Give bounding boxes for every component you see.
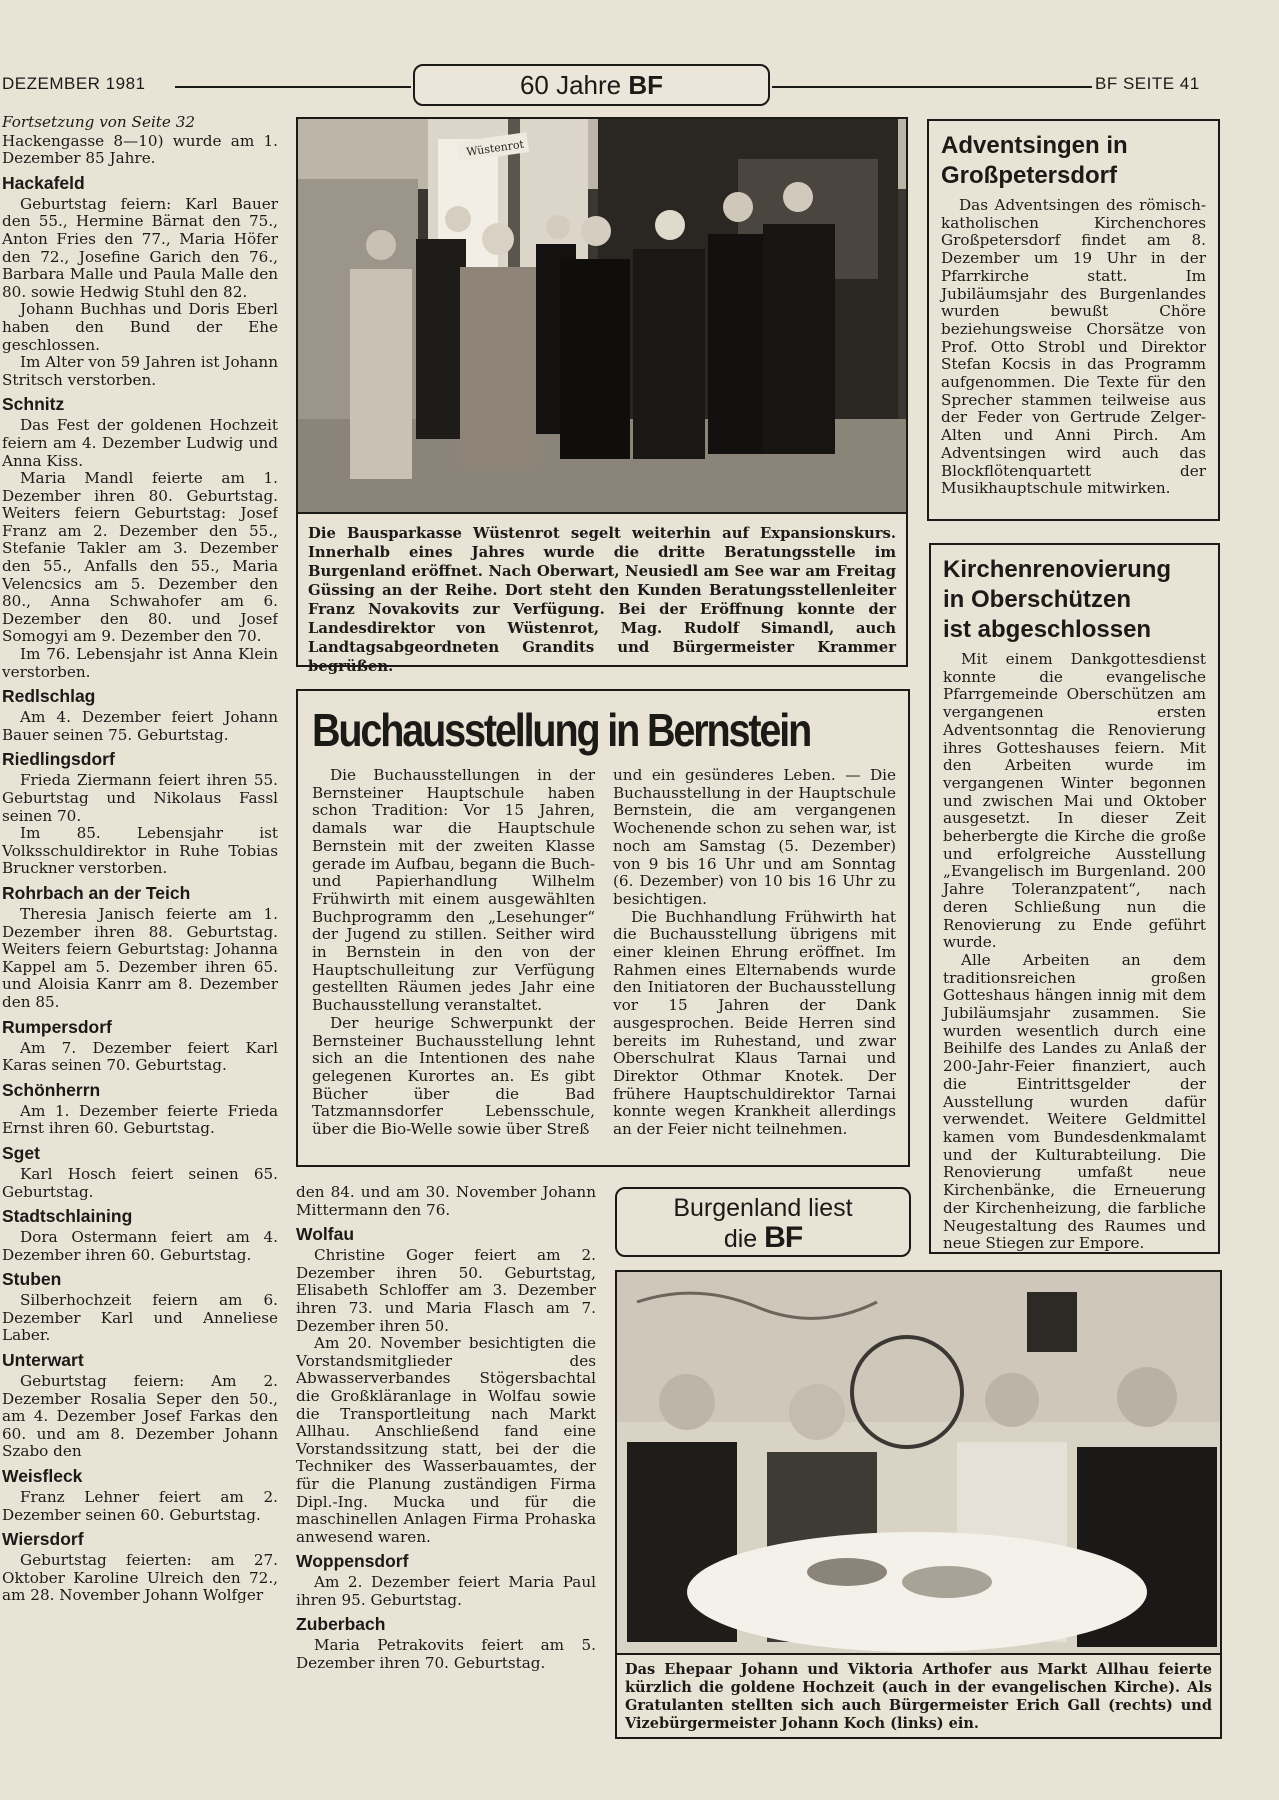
section-paragraph: Maria Petrakovits feiert am 5. Dezember ihren 70. Geburtstag. (296, 1636, 596, 1673)
header-rule-right (772, 86, 1092, 88)
article-column (312, 767, 595, 1139)
section-heading: Schönherrn (2, 1079, 101, 1100)
article-title (941, 131, 1206, 191)
article-paragraph: Das Adventsingen des römisch-katholischen Kirchenchores Großpetersdorf findet am 8. Dezember um 19 Uhr in der Pfarrkirche statt. Im Jubiläumsjahr des Burgenlandes wurden bewußt Chöre beziehungsweise Chorsätze von Prof. Otto Strobl und Direktor Stefan Kocsis in das Programm aufgenommen. Die Texte für den Sprecher stammen teilweise aus der Feder von Gertrude Zelger-Alten und Anni Pirch. Am Adventsingen wird auch das Blockflötenquartett der Musikhauptschule mitwirken. (941, 196, 1206, 498)
section-heading: Sget (2, 1142, 40, 1163)
burgenland-liest-logo (615, 1187, 911, 1257)
logo-line: Burgenland liest (673, 1194, 853, 1222)
section-paragraph: Geburtstag feiern: Karl Bauer den 55., Hermine Bärnat den 75., Anton Fries den 77., Maria Höfer den 72., Josefine Garich den 76., Barbara Malle und Paula Malle den 80. sowie Hedwig Stuhl den 82. (2, 194, 278, 301)
section-paragraph: Im Alter von 59 Jahren ist Johann Stritsch verstorben. (2, 353, 278, 389)
article-paragraph: Alle Arbeiten an dem traditionsreichen großen Gotteshaus hängen innig mit dem Jubiläumsjahr zusammen. Sie wurden wesentlich durch eine Beihilfe des Landes zu Anlaß der 200-Jahr-Feier finanziert, auch die Eintrittsgelder der Ausstellung wurden dafür verwendet. Weitere Geldmittel kamen vom Bundesdenkmalamt und der Kulturabteilung. Die Renovierung umfaßt neue Kirchenbänke, die Erneuerung der Kirchenheizung, die farbliche Neugestaltung des Raumes und neue Stiegen zur Empore. (943, 950, 1206, 1253)
article-kirchenrenovierung (929, 543, 1220, 1254)
article-buchausstellung (296, 689, 910, 1167)
section-heading: Rohrbach an der Teich (2, 882, 191, 903)
article-columns (312, 767, 896, 1139)
article-adventsingen (927, 119, 1220, 521)
article-paragraph: Der heurige Schwerpunkt der Bernsteiner Buchausstellung lehnt sich an die Intentionen des nahe gelegenen Kurortes an. Es gibt Bücher über die Bad Tatzmannsdorfer Lebensschule, über die Bio-Welle sowie über Streß (312, 1013, 595, 1139)
header-page-number: BF SEITE 41 (1095, 74, 1200, 93)
article-body (941, 197, 1206, 498)
section-paragraph: Frieda Ziermann feiert ihren 55. Geburtstag und Nikolaus Fassl seinen 70. (2, 771, 278, 825)
middle-column (296, 1184, 596, 1754)
article-paragraph: Die Buchhandlung Frühwirth hat die Buchausstellung übrigens mit einer kleinen Ehrung eröffnet. Im Rahmen eines Elternabends wurde den Initiatoren der Buchausstellung vor 15 Jahren der Dank ausgesprochen. Beide Herren sind bereits im Ruhestand, und zwar Oberschulrat Klaus Tarnai und Direktor Othmar Knotek. Der frühere Hauptschuldirektor Tarnai konnte wegen Krankheit allerdings an der Feier nicht teilnehmen. (613, 907, 896, 1139)
banner-text: 60 Jahre (519, 70, 622, 100)
section-paragraph: Im 76. Lebensjahr ist Anna Klein verstorben. (2, 645, 278, 681)
section-paragraph: Am 7. Dezember feiert Karl Karas seinen 70. Geburtstag. (2, 1038, 278, 1075)
group-photo (298, 119, 906, 512)
header-rule-left (175, 86, 411, 88)
article-paragraph: Die Buchausstellungen in der Bernsteiner Hauptschule haben schon Tradition: Vor 15 Jahren, damals war die Hauptschule Bernstein mit der zweiten Klasse gerade im Aufbau, begann die Buch- und Papierhandlung Wilhelm Frühwirth mit einem ausgewählten Buchprogramm den „Lesehunger“ der Jugend zu stillen. Seither wird in Bernstein in den von der Hauptschulleitung zur Verfügung gestellten Räumen jedes Jahr eine Buchausstellung veranstaltet. (312, 766, 595, 1015)
section-paragraph: Am 2. Dezember feiert Maria Paul ihren 95. Geburtstag. (296, 1573, 596, 1609)
section-heading: Weisfleck (2, 1466, 83, 1487)
section-paragraph: Silberhochzeit feiern am 6. Dezember Karl und Anneliese Laber. (2, 1291, 278, 1345)
logo-line (617, 1223, 909, 1254)
section-heading: Hackafeld (2, 172, 85, 193)
section-paragraph: Das Fest der goldenen Hochzeit feiern am 4. Dezember Ludwig und Anna Kiss. (2, 416, 278, 470)
section-heading: Wolfau (296, 1224, 355, 1245)
section-paragraph: Christine Goger feiert am 2. Dezember ihren 50. Geburtstag, Elisabeth Schloffer am 3. Dezember ihren 73. und Maria Flasch am 7. Dezember ihren 50. (296, 1246, 596, 1335)
column-intro: Hackengasse 8—10) wurde am 1. Dezember 85 Jahre. (2, 131, 278, 168)
banner-brand: BF (628, 70, 664, 100)
section-paragraph: Franz Lehner feiert am 2. Dezember seinen 60. Geburtstag. (2, 1488, 278, 1524)
section-heading: Rumpersdorf (2, 1016, 112, 1037)
section-paragraph: Dora Ostermann feiert am 4. Dezember ihren 60. Geburtstag. (2, 1228, 278, 1264)
article-headline: Buchausstellung in Bernstein (312, 704, 811, 756)
article-paragraph: Mit einem Dankgottesdienst konnte die evangelische Pfarrgemeinde Oberschützen am vergangenen ersten Adventsonntag die Renovierung ihres Gotteshauses feiern. Mit den Arbeiten wurde im vergangenen Winter begonnen und zwischen Mai und Oktober ausgesetzt. In dieser Zeit beherbergte die Kirche die große und erfolgreiche Ausstellung „Evangelisch im Burgenland. 200 Jahre Toleranzpatent“, nach deren Schließung nun die Renovierung zu Ende geführt wurde. (943, 650, 1206, 952)
section-heading: Woppensdorf (296, 1551, 409, 1572)
article-paragraph: und ein gesünderes Leben. — Die Buchausstellung in der Hauptschule Bernstein, die am vergangenen Wochenende schon zu sehen war, ist noch am Samstag (5. Dezember) von 9 bis 16 Uhr und am Sonntag (6. Dezember) von 10 bis 16 Uhr zu besichtigen. (613, 766, 896, 908)
couple-photo (617, 1272, 1220, 1653)
section-paragraph: Im 85. Lebensjahr ist Volksschuldirektor in Ruhe Tobias Bruckner verstorben. (2, 824, 278, 878)
header-date: DEZEMBER 1981 (2, 74, 146, 93)
middle-column-sections (296, 1224, 596, 1672)
title-line: Großpetersdorf (941, 162, 1118, 189)
photo-wuestenrot-opening (296, 117, 908, 514)
section-paragraph: Am 20. November besichtigten die Vorstandsmitglieder des Abwasserverbandes Stögersbachtal die Großkläranlage in Wolfau sowie die Transportleitung nach Markt Allhau. Anschließend fand eine Vorstandssitzung statt, bei der die Techniker des Wasserbauamtes, der für die Planung zuständigen Firma Dipl.-Ing. Mucka und für die maschinellen Anlagen Firma Prohaska anwesend waren. (296, 1334, 596, 1546)
article-column (613, 767, 896, 1139)
section-heading: Zuberbach (296, 1614, 386, 1635)
section-paragraph: Maria Mandl feierte am 1. Dezember ihren 80. Geburtstag. Weiters feiern Geburtstag: Josef Franz am 2. Dezember den 55., Stefanie Takler am 3. Dezember den 55., Anfalls den 55., Maria Velencsics am 5. Dezember den 80., Anna Schwahofer am 6. Dezember den 80. und Josef Somogyi am 9. Dezember den 70. (2, 469, 278, 646)
section-heading: Redlschlag (2, 686, 96, 707)
photo-caption-top: Die Bausparkasse Wüstenrot segelt weiterhin auf Expansionskurs. Innerhalb eines Jahres wurde die dritte Beratungsstelle im Burgenland eröffnet. Nach Oberwart, Neusiedl am See war am Freitag Güssing an der Reihe. Dort steht den Kunden Beratungsstellenleiter Franz Novakovits zur Verfügung. Bei der Eröffnung konnte der Landesdirektor von Wüstenrot, Mag. Rudolf Simandl, auch Landtagsabgeordneten Grandits und Bürgermeister Krammer begrüßen. (296, 514, 908, 667)
title-line: in Oberschützen (943, 586, 1132, 613)
section-heading: Riedlingsdorf (2, 749, 115, 770)
article-body (943, 651, 1206, 1253)
left-column-sections (2, 173, 278, 1605)
section-heading: Stadtschlaining (2, 1206, 133, 1227)
section-paragraph: Theresia Janisch feierte am 1. Dezember ihren 88. Geburtstag. Weiters feiern Geburtstag: Johanna Kappel am 5. Dezember ihren 65. und Aloisia Kanrr am 8. Dezember den 85. (2, 904, 278, 1011)
article-title (943, 555, 1206, 645)
header-anniversary-banner (413, 64, 770, 106)
section-paragraph: Geburtstag feiern: Am 2. Dezember Rosalia Seper den 50., am 4. Dezember Josef Farkas den 60. und am 8. Dezember Johann Szabo den (2, 1372, 278, 1461)
section-paragraph: Johann Buchhas und Doris Eberl haben den Bund der Ehe geschlossen. (2, 300, 278, 354)
section-paragraph: Geburtstag feierten: am 27. Oktober Karoline Ulreich den 72., am 28. November Johann Wolfger (2, 1551, 278, 1605)
section-paragraph: Am 1. Dezember feierte Frieda Ernst ihren 60. Geburtstag. (2, 1101, 278, 1138)
section-paragraph: Karl Hosch feiert seinen 65. Geburtstag. (2, 1164, 278, 1201)
section-heading: Wiersdorf (2, 1529, 84, 1550)
title-line: ist abgeschlossen (943, 616, 1152, 643)
photo-goldene-hochzeit (615, 1270, 1222, 1655)
title-line: Kirchenrenovierung (943, 556, 1172, 583)
photo-caption-bottom: Das Ehepaar Johann und Viktoria Arthofer aus Markt Allhau feierte kürzlich die goldene Hochzeit (auch in der evangelischen Kirche). Als Gratulanten stellten sich auch Bürgermeister Erich Gall (rechts) und Vizebürgermeister Johann Koch (links) ein. (615, 1655, 1222, 1739)
logo-brand: BF (764, 1221, 803, 1254)
section-heading: Unterwart (2, 1350, 84, 1371)
title-line: Adventsingen in (941, 132, 1128, 159)
column-intro: den 84. und am 30. November Johann Mittermann den 76. (296, 1184, 596, 1219)
section-heading: Schnitz (2, 394, 65, 415)
section-paragraph: Am 4. Dezember feiert Johann Bauer seinen 75. Geburtstag. (2, 708, 278, 744)
section-heading: Stuben (2, 1269, 62, 1290)
shop-sign: Wüstenrot (465, 137, 525, 159)
logo-word: die (723, 1225, 758, 1253)
left-column (0, 114, 278, 1754)
continuation-note: Fortsetzung von Seite 32 (2, 114, 196, 131)
